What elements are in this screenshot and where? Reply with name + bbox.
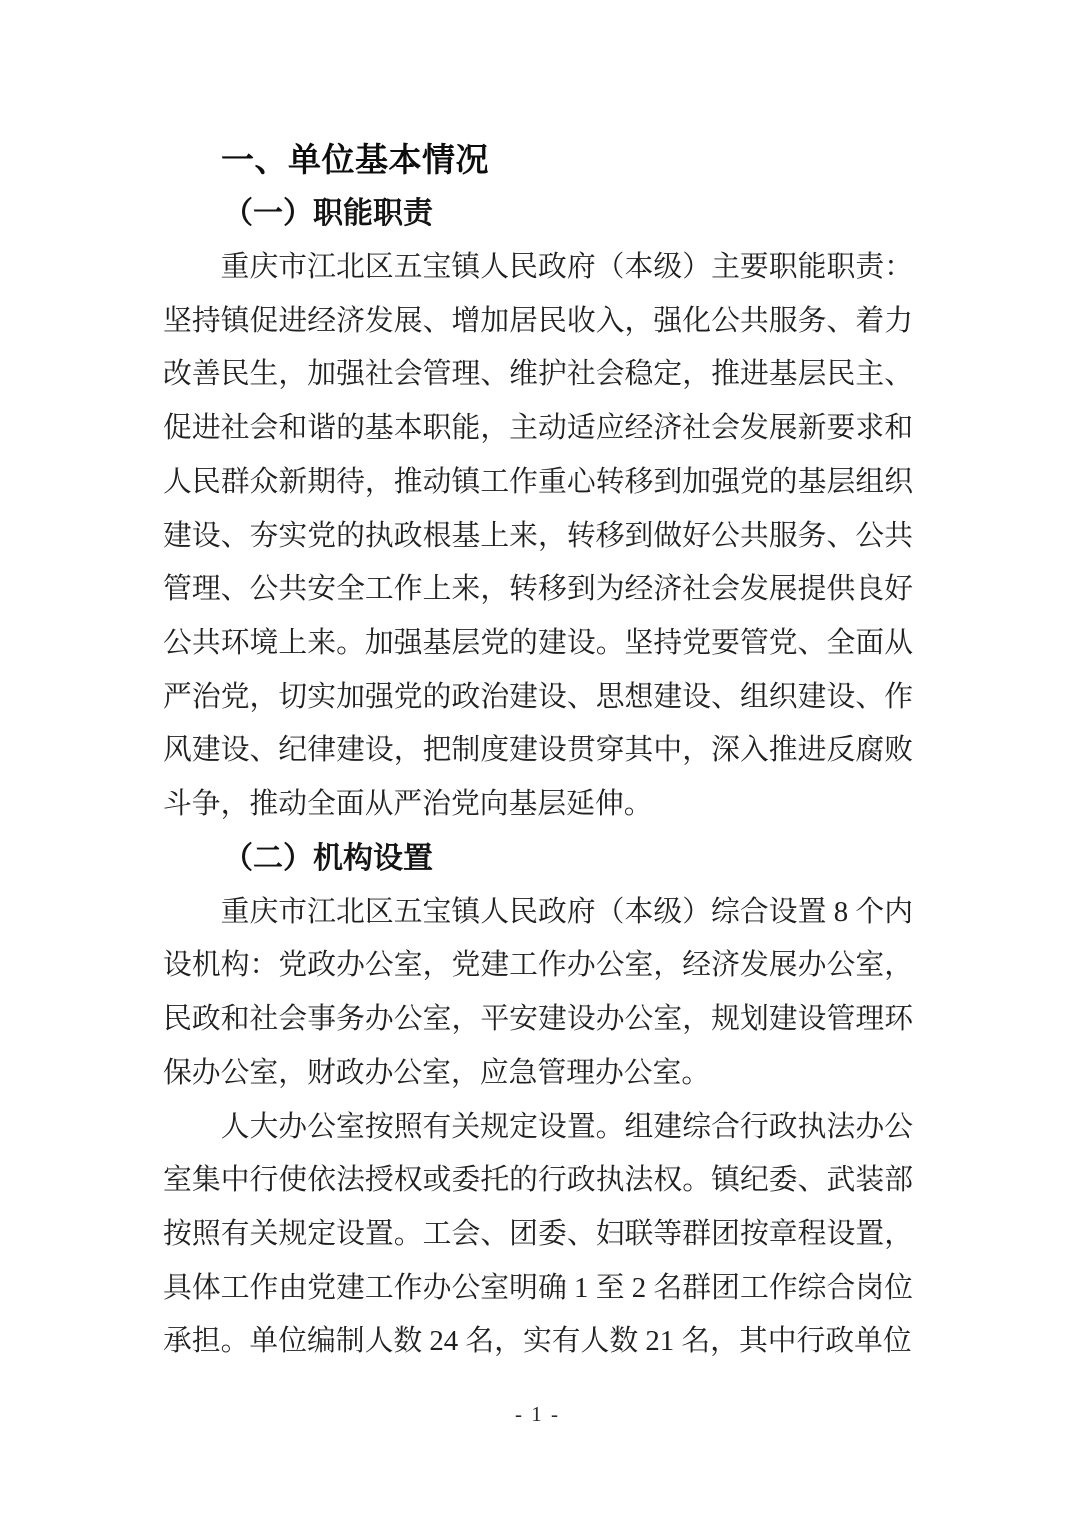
page-number: - 1 - (515, 1402, 560, 1426)
paragraph-functions: 重庆市江北区五宝镇人民政府（本级）主要职能职责：坚持镇促进经济发展、增加居民收入，强化公共服务、着力改善民生，加强社会管理、维护社会稳定，推进基层民主、促进社会和谐的基本职能，主动适应经济社会发展新要求和人民群众新期待，推动镇工作重心转移到加强党的基层组织建设、夯实党的执政根基上来，转移到做好公共服务、公共管理、公共安全工作上来，转移到为经济社会发展提供良好公共环境上来。加强基层党的建设。坚持党要管党、全面从严治党，切实加强党的政治建设、思想建设、组织建设、作风建设、纪律建设，把制度建设贯穿其中，深入推进反腐败斗争，推动全面从严治党向基层延伸。 (163, 251, 913, 821)
subsection-title-organization: （二）机构设置 (223, 841, 433, 875)
subsection-title-functions: （一）职能职责 (223, 197, 433, 230)
paragraph-organization-internal-offices: 重庆市江北区五宝镇人民政府（本级）综合设置 8 个内设机构：党政办公室，党建工作办公室，经济发展办公室，民政和社会事务办公室，平安建设办公室，规划建设管理环保办公室，财政办公室，应急管理办公室。 (163, 895, 913, 1089)
document-content (163, 133, 913, 1369)
main-heading: 一、单位基本情况 (221, 141, 489, 178)
paragraph-organization-staffing: 人大办公室按照有关规定设置。组建综合行政执法办公室集中行使依法授权或委托的行政执法权。镇纪委、武装部按照有关规定设置。工会、团委、妇联等群团按章程设置，具体工作由党建工作办公室明确 1 至 2 名群团工作综合岗位承担。单位编制人数 24 名，实有人数 21 名，其中行政单位 (163, 1110, 913, 1358)
